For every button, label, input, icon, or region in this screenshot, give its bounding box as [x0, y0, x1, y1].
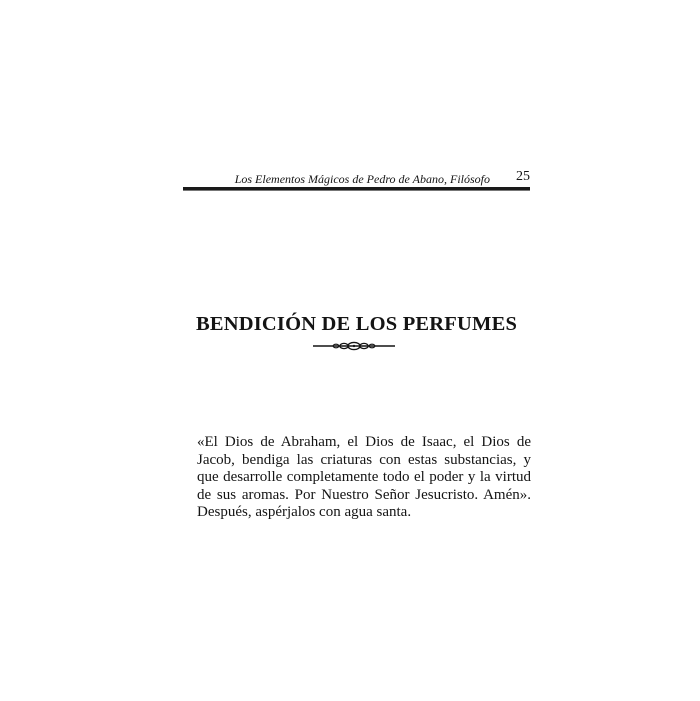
header-rule	[183, 187, 530, 191]
page-number: 25	[516, 169, 530, 184]
body-line: «El Dios de Abraham, el Dios de Isaac, el Dios de	[197, 434, 531, 450]
body-line: Jacob, bendiga las criaturas con estas substancias, y	[197, 451, 531, 468]
running-title: Los Elementos Mágicos de Pedro de Abano, Filósofo	[234, 172, 490, 186]
title-ornament-icon	[313, 340, 395, 352]
running-head	[183, 168, 530, 188]
body-line: Después, aspérjalos con agua santa.	[197, 504, 412, 521]
chapter-title: BENDICIÓN DE LOS PERFUMES	[195, 313, 518, 335]
body-line: que desarrolle completamente todo el poder y la virtud	[197, 469, 531, 486]
body-line: de sus aromas. Por Nuestro Señor Jesucristo. Amén».	[197, 486, 531, 503]
body-paragraph	[197, 434, 531, 522]
